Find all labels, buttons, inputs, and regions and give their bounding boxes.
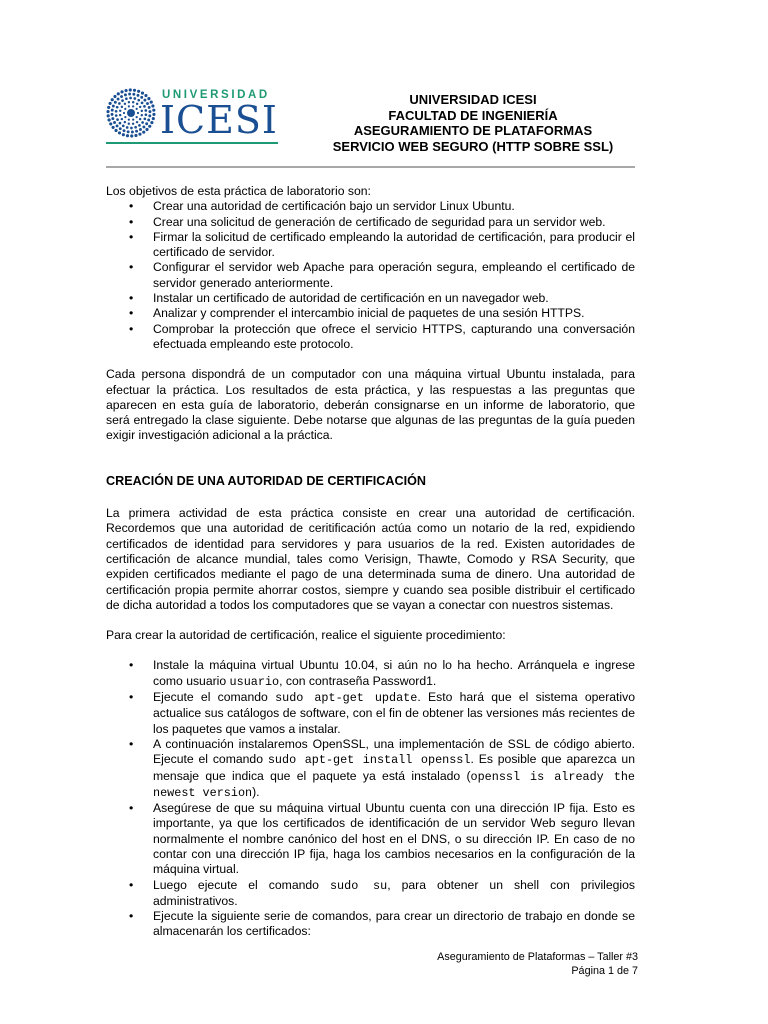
step-item: • Luego ejecute el comando sudo su, para obtener un shell con privilegios administrativos. xyxy=(106,878,635,910)
logo-underline xyxy=(106,142,278,144)
inline-code: usuario xyxy=(229,674,280,689)
step-item: • Asegúrese de que su máquina virtual Ubuntu cuenta con una dirección IP fija. Esto es importante, ya que los certificados de identificación de un servidor Web seguro llevan normalmente el nombre canónico del host en el DNS, o su dirección IP. En caso de no contar con una dirección IP fija, haga los cambios necesarios en la configuración de la máquina virtual. xyxy=(106,801,635,877)
inline-code: sudo apt-get update xyxy=(275,691,418,706)
inline-code: sudo apt-get install openssl xyxy=(267,753,471,768)
document-header xyxy=(300,92,646,154)
section-title: CREACIÓN DE UNA AUTORIDAD DE CERTIFICACIÓN xyxy=(106,473,426,488)
footer-page-number: Página 1 de 7 xyxy=(571,965,638,977)
footer-course: Aseguramiento de Plataformas – Taller #3 xyxy=(437,951,638,963)
objectives-list xyxy=(106,199,635,352)
step-item: • Ejecute el comando sudo apt-get update. Esto hará que el sistema operativo actualice sus catálogos de software, con el fin de obtener las versiones más recientes de los paquetes que vamos a instalar. xyxy=(106,690,635,737)
objective-item: • Crear una autoridad de certificación bajo un servidor Linux Ubuntu. xyxy=(106,199,635,214)
objective-item: • Analizar y comprender el intercambio inicial de paquetes de una sesión HTTPS. xyxy=(106,306,635,321)
objective-item: • Configurar el servidor web Apache para operación segura, empleando el certificado de servidor generado anteriormente. xyxy=(106,260,635,291)
intro-paragraph: Cada persona dispondrá de un computador con una máquina virtual Ubuntu instalada, para efectuar la práctica. Los resultados de esta práctica, y las respuestas a las preguntas que aparecen en esta guía de laboratorio, deberán consignarse en un informe de laboratorio, que será entregado la clase siguiente. Debe notarse que algunas de las preguntas de la guía pueden exigir investigación adicional a la práctica. xyxy=(106,367,635,443)
step-item: • Ejecute la siguiente serie de comandos, para crear un directorio de trabajo en donde se almacenarán los certificados: xyxy=(106,909,635,940)
inline-code: sudo su xyxy=(329,878,388,893)
document-body xyxy=(106,184,635,940)
procedure-lead: Para crear la autoridad de certificación, realice el siguiente procedimiento: xyxy=(106,628,506,643)
step-item: • Instale la máquina virtual Ubuntu 10.04, si aún no lo ha hecho. Arránquela e ingrese como usuario usuario, con contraseña Password1. xyxy=(106,658,635,690)
objective-item: • Comprobar la protección que ofrece el servicio HTTPS, capturando una conversación efectuada empleando este protocolo. xyxy=(106,322,635,353)
objective-item: • Firmar la solicitud de certificado empleando la autoridad de certificación, para producir el certificado de servidor. xyxy=(106,230,635,261)
logo-university-word: UNIVERSIDAD xyxy=(162,89,270,101)
section-paragraph: La primera actividad de esta práctica consiste en crear una autoridad de certificación. Recordemos que una autoridad de ceritificación actúa como un notario de la red, expidiendo certificados de identidad para servidores y para usuarios de la red. Existen autoridades de certificación de alcance mundial, tales como Verisign, Thawte, Comodo y RSA Security, que expiden certificados mediante el pago de una determinada suma de dinero. Una autoridad de certificación propia permite ahorrar costos, siempre y cuando sea posible distribuir el certificado de dicha autoridad a todos los computadores que se vayan a conectar con nuestros sistemas. xyxy=(106,506,635,612)
university-logo xyxy=(106,88,280,148)
header-course: ASEGURAMIENTO DE PLATAFORMAS xyxy=(353,123,593,138)
header-faculty: FACULTAD DE INGENIERÍA xyxy=(388,107,558,123)
inline-code: openssl is already the newest version xyxy=(153,769,635,800)
page-footer xyxy=(380,950,638,978)
header-lab-title: SERVICIO WEB SEGURO (HTTP SOBRE SSL) xyxy=(332,138,614,154)
icesi-seal-icon xyxy=(106,88,156,138)
header-divider xyxy=(106,166,635,168)
objective-item: • Instalar un certificado de autoridad de certificación en un navegador web. xyxy=(106,291,635,306)
header-university: UNIVERSIDAD ICESI xyxy=(409,92,537,107)
step-item: • A continuación instalaremos OpenSSL, una implementación de SSL de código abierto. Ejecute el comando sudo apt-get install openssl. Es posible que aparezca un mensaje que indica que el paquete ya está instalado (openssl is already the newest version). xyxy=(106,737,635,801)
procedure-steps xyxy=(106,658,635,939)
objectives-lead: Los objetivos de esta práctica de laboratorio son: xyxy=(106,184,371,198)
objective-item: • Crear una solicitud de generación de certificado de seguridad para un servidor web. xyxy=(106,215,635,230)
logo-icesi-name: ICESI xyxy=(160,98,278,142)
